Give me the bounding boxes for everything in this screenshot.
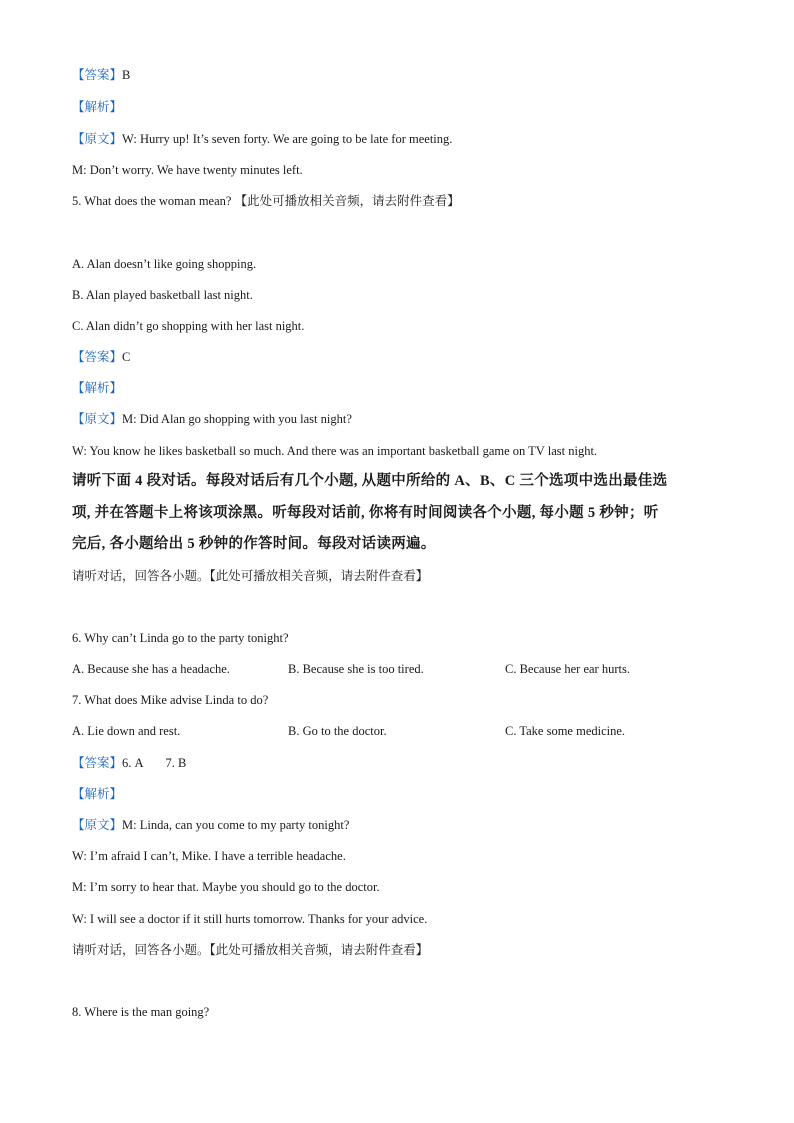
answer-7: 7. B	[165, 756, 187, 770]
dialogue2-prompt: 请听对话，回答各小题。【此处可播放相关音频，请去附件查看】	[72, 943, 429, 957]
analysis-tag: 【解析】	[72, 381, 123, 395]
dialogue1-transcript-line-1	[72, 817, 349, 833]
q4-analysis-line	[72, 99, 122, 115]
answer-6: 6. A	[122, 756, 144, 770]
q5-option-c: C. Alan didn’t go shopping with her last night.	[72, 319, 305, 333]
section-instructions-line-2: 项, 并在答题卡上将该项涂黑。听每段对话前, 你将有时间阅读各个小题, 每小题 5 秒钟；听	[72, 505, 659, 521]
q5-transcript-line-2: W: You know he likes basketball so much. And there was an important basketball game on TV last night.	[72, 444, 598, 458]
dialogue1-transcript-line-4: W: I will see a doctor if it still hurts tomorrow. Thanks for your advice.	[72, 912, 428, 926]
answer-tag: 【答案】	[72, 756, 123, 770]
q5-analysis-line	[72, 380, 122, 396]
q6-option-a: A. Because she has a headache.	[72, 662, 230, 676]
q6-question: 6. Why can’t Linda go to the party tonight?	[72, 631, 289, 645]
dialogue1-prompt: 请听对话，回答各小题。【此处可播放相关音频，请去附件查看】	[72, 569, 429, 583]
transcript-tag: 【原文】	[72, 132, 123, 146]
q7-option-c: C. Take some medicine.	[505, 724, 626, 738]
q5-transcript-text-1: M: Did Alan go shopping with you last night?	[122, 412, 352, 426]
q5-option-b: B. Alan played basketball last night.	[72, 288, 253, 302]
section-instructions-line-3: 完后, 各小题给出 5 秒钟的作答时间。每段对话读两遍。	[72, 536, 436, 552]
transcript-tag: 【原文】	[72, 412, 123, 426]
dialogue1-transcript-text-1: M: Linda, can you come to my party tonight?	[122, 818, 350, 832]
q6-option-b: B. Because she is too tired.	[288, 662, 424, 676]
q5-transcript-line-1	[72, 411, 352, 427]
q5-question: 5. What does the woman mean? 【此处可播放相关音频，请去附件查看】	[72, 194, 460, 208]
q7-option-b: B. Go to the doctor.	[288, 724, 387, 738]
q4-transcript-line-1	[72, 131, 452, 147]
q7-option-a: A. Lie down and rest.	[72, 724, 181, 738]
q5-answer-line	[72, 349, 130, 365]
answer-tag: 【答案】	[72, 350, 123, 364]
q4-answer-line	[72, 67, 130, 83]
analysis-tag: 【解析】	[72, 787, 123, 801]
q4-transcript-line-2: M: Don’t worry. We have twenty minutes left.	[72, 163, 303, 177]
q7-question: 7. What does Mike advise Linda to do?	[72, 693, 269, 707]
dialogue1-transcript-line-3: M: I’m sorry to hear that. Maybe you should go to the doctor.	[72, 880, 380, 894]
q6-option-c: C. Because her ear hurts.	[505, 662, 630, 676]
q8-question: 8. Where is the man going?	[72, 1005, 210, 1019]
dialogue1-analysis-line	[72, 786, 122, 802]
q5-answer-value: C	[122, 350, 131, 364]
dialogue1-transcript-line-2: W: I’m afraid I can’t, Mike. I have a terrible headache.	[72, 849, 346, 863]
q4-answer-value: B	[122, 68, 131, 82]
q5-option-a: A. Alan doesn’t like going shopping.	[72, 257, 257, 271]
q4-transcript-text-1: W: Hurry up! It’s seven forty. We are going to be late for meeting.	[122, 132, 453, 146]
section-instructions-line-1: 请听下面 4 段对话。每段对话后有几个小题, 从题中所给的 A、B、C 三个选项中选出最佳选	[72, 473, 668, 489]
dialogue1-answer-line	[72, 755, 186, 771]
analysis-tag: 【解析】	[72, 100, 123, 114]
answer-tag: 【答案】	[72, 68, 123, 82]
transcript-tag: 【原文】	[72, 818, 123, 832]
